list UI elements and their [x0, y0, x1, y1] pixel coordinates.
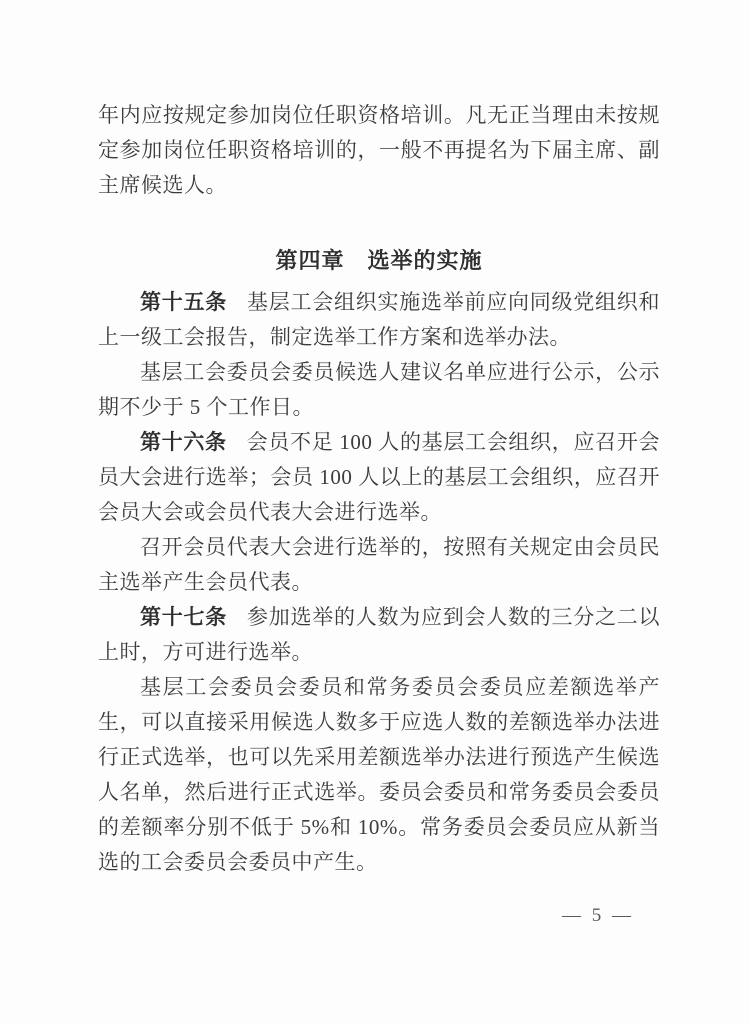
article-16-label: 第十六条 — [140, 431, 227, 454]
document-body — [98, 98, 660, 880]
article-15-label: 第十五条 — [140, 291, 228, 314]
paragraph: 基层工会委员会委员和常务委员会委员应差额选举产生，可以直接采用候选人数多于应选人数的差额选举办法进行正式选举，也可以先采用差额选举办法进行预选产生候选人名单，然后进行正式选举。委员会委员和常务委员会委员的差额率分别不低于 5%和 10%。常务委员会委员应从新当选的工会委员会委员中产生。 — [98, 675, 660, 874]
article-15-text: 基层工会组织实施选举前应向同级党组织和上一级工会报告，制定选举工作方案和选举办法。 — [98, 290, 661, 349]
article-16-paragraph — [98, 425, 660, 530]
page-number: — 5 — — [562, 905, 634, 926]
article-17-label: 第十七条 — [140, 606, 228, 629]
paragraph-continuation: 年内应按规定参加岗位任职资格培训。凡无正当理由未按规定参加岗位任职资格培训的，一般不再提名为下届主席、副主席候选人。 — [98, 103, 660, 197]
article-16-text: 会员不足 100 人的基层工会组织，应召开会员大会进行选举；会员 100 人以上的基层工会组织，应召开会员大会或会员代表大会进行选举。 — [98, 430, 661, 524]
chapter-heading: 第四章 选举的实施 — [275, 248, 483, 273]
article-17-text: 参加选举的人数为应到会人数的三分之二以上时，方可进行选举。 — [98, 605, 661, 664]
article-15-paragraph — [98, 285, 660, 355]
paragraph: 基层工会委员会委员候选人建议名单应进行公示，公示期不少于 5 个工作日。 — [98, 360, 660, 419]
article-17-paragraph — [98, 600, 660, 670]
paragraph: 召开会员代表大会进行选举的，按照有关规定由会员民主选举产生会员代表。 — [98, 535, 660, 594]
